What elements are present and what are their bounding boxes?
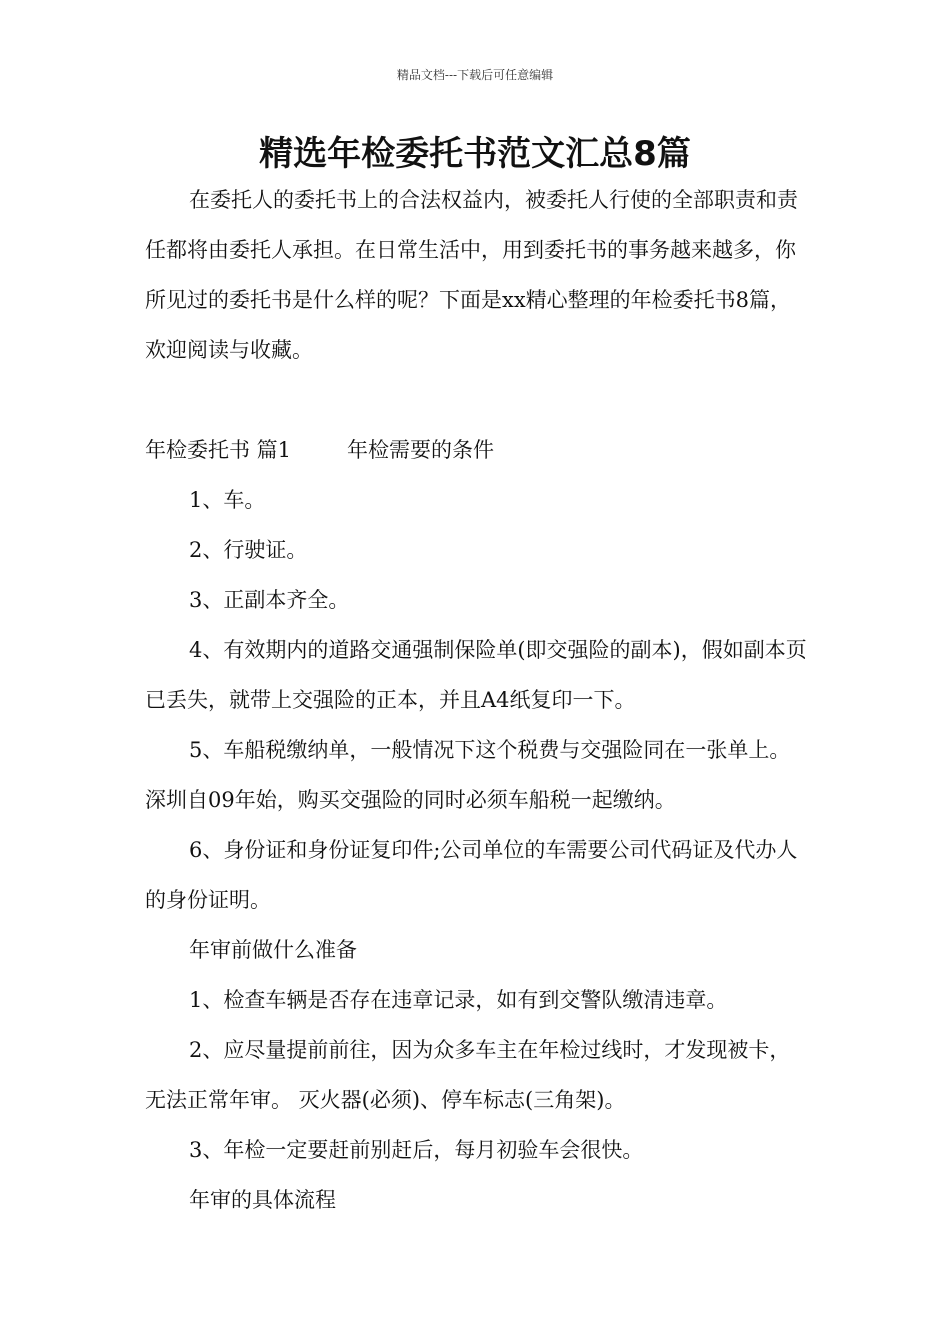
condition-item: 2、行驶证。 <box>189 538 308 562</box>
condition-item: 5、车船税缴纳单，一般情况下这个税费与交强险同在一张单上。深圳自09年始，购买交强险的同时必须车船税一起缴纳。 <box>145 738 791 812</box>
condition-item: 1、车。 <box>189 488 266 512</box>
document-title: 精选年检委托书范文汇总8篇 <box>259 134 691 174</box>
condition-item: 3、正副本齐全。 <box>189 588 350 612</box>
condition-item: 4、有效期内的道路交通强制保险单(即交强险的副本)，假如副本页已丢失，就带上交强险的正本，并且A4纸复印一下。 <box>145 638 807 712</box>
header-note: 精品文档---下载后可任意编辑 <box>396 68 554 82</box>
section-label: 年检委托书 篇1 <box>145 438 292 462</box>
prep-item: 1、检查车辆是否存在违章记录，如有到交警队缴清违章。 <box>189 988 728 1012</box>
section-subtitle: 年检需要的条件 <box>347 438 495 462</box>
prep-heading: 年审前做什么准备 <box>189 938 357 962</box>
document-body <box>145 175 810 1225</box>
prep-item: 3、年检一定要赶前别赶后，每月初验车会很快。 <box>189 1138 644 1162</box>
paragraph-spacer <box>145 375 810 425</box>
condition-item: 6、身份证和身份证复印件;公司单位的车需要公司代码证及代办人的身份证明。 <box>145 838 798 912</box>
section-heading <box>145 425 810 475</box>
process-heading: 年审的具体流程 <box>189 1188 336 1212</box>
prep-item: 2、应尽量提前前往，因为众多车主在年检过线时，才发现被卡，无法正常年审。 灭火器(必须)、停车标志(三角架)。 <box>145 1038 791 1112</box>
intro-paragraph: 在委托人的委托书上的合法权益内，被委托人行使的全部职责和责任都将由委托人承担。在日常生活中，用到委托书的事务越来越多，你所见过的委托书是什么样的呢？下面是xx精心整理的年检委托书8篇，欢迎阅读与收藏。 <box>145 188 798 362</box>
